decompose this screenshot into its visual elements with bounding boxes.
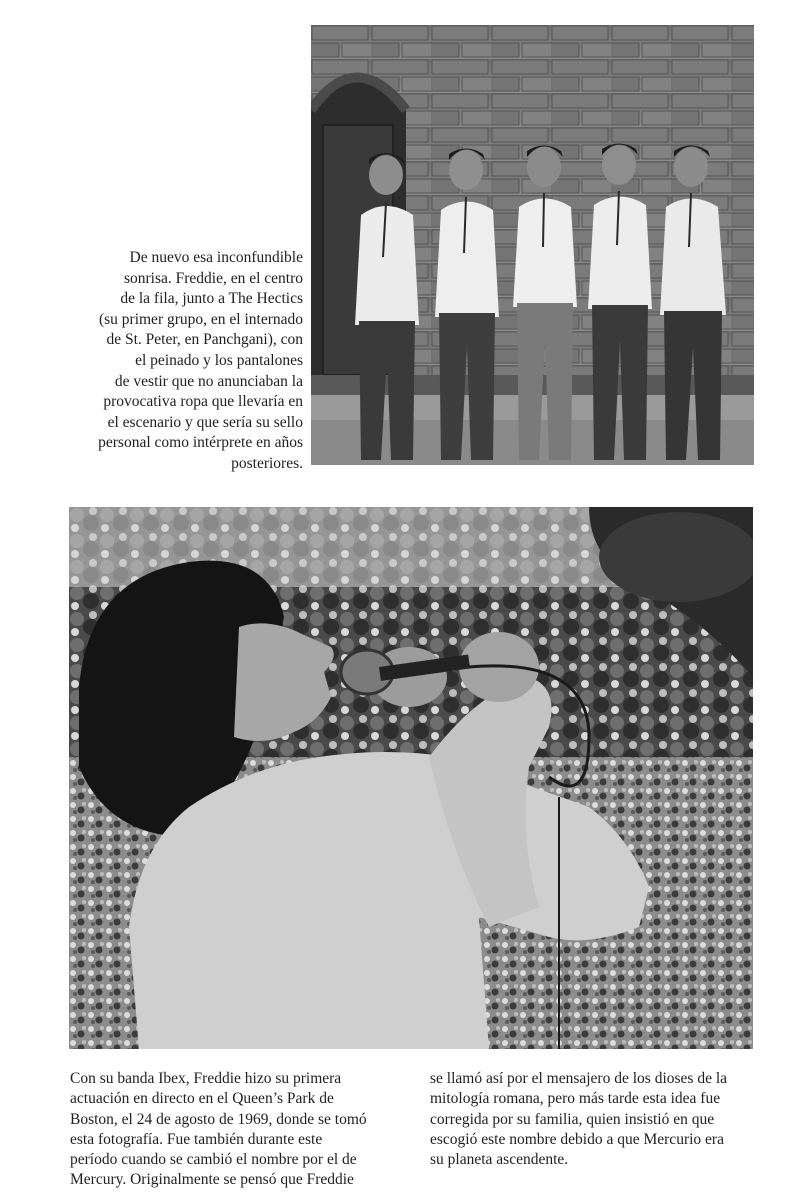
caption-line: de St. Peter, en Panchgani), con [106,331,303,349]
caption-line: mitología romana, pero más tarde esta idea fue [430,1090,721,1108]
caption-line: sonrisa. Freddie, en el centro [123,269,303,287]
caption-line: el escenario y que sería su sello [107,413,303,431]
caption-line: personal como intérprete en años [98,434,303,452]
caption-line: posteriores. [231,454,303,472]
caption-line: su planeta ascendente. [430,1151,569,1169]
caption-line: esta fotografía. Fue también durante este [70,1130,323,1148]
caption-line: escogió este nombre debido a que Mercurio era [430,1130,724,1148]
top-photo-caption [63,248,303,475]
caption-line: Boston, el 24 de agosto de 1969, donde se tomó [70,1110,367,1128]
photo-the-hectics [311,25,754,465]
caption-line: provocativa ropa que llevaría en [103,393,303,411]
caption-line: corregida por su familia, quien insistió en que [430,1110,715,1128]
caption-line: Con su banda Ibex, Freddie hizo su primera [70,1070,342,1087]
caption-line: De nuevo esa inconfundible [129,249,303,266]
caption-line: de la fila, junto a The Hectics [120,290,303,308]
bottom-caption-left-column [70,1069,390,1191]
caption-line: actuación en directo en el Queen’s Park de [70,1090,334,1108]
caption-line: el peinado y los pantalones [135,351,303,369]
photo-freddie-singing [69,507,753,1049]
caption-line: (su primer grupo, en el internado [98,310,303,328]
caption-line: Mercury. Originalmente se pensó que Freddie [70,1171,354,1189]
caption-line: período cuando se cambió el nombre por el de [70,1151,357,1169]
caption-line: de vestir que no anunciaban la [114,372,303,390]
caption-line: se llamó así por el mensajero de los dioses de la [430,1070,728,1087]
bottom-caption-right-column [430,1069,750,1170]
